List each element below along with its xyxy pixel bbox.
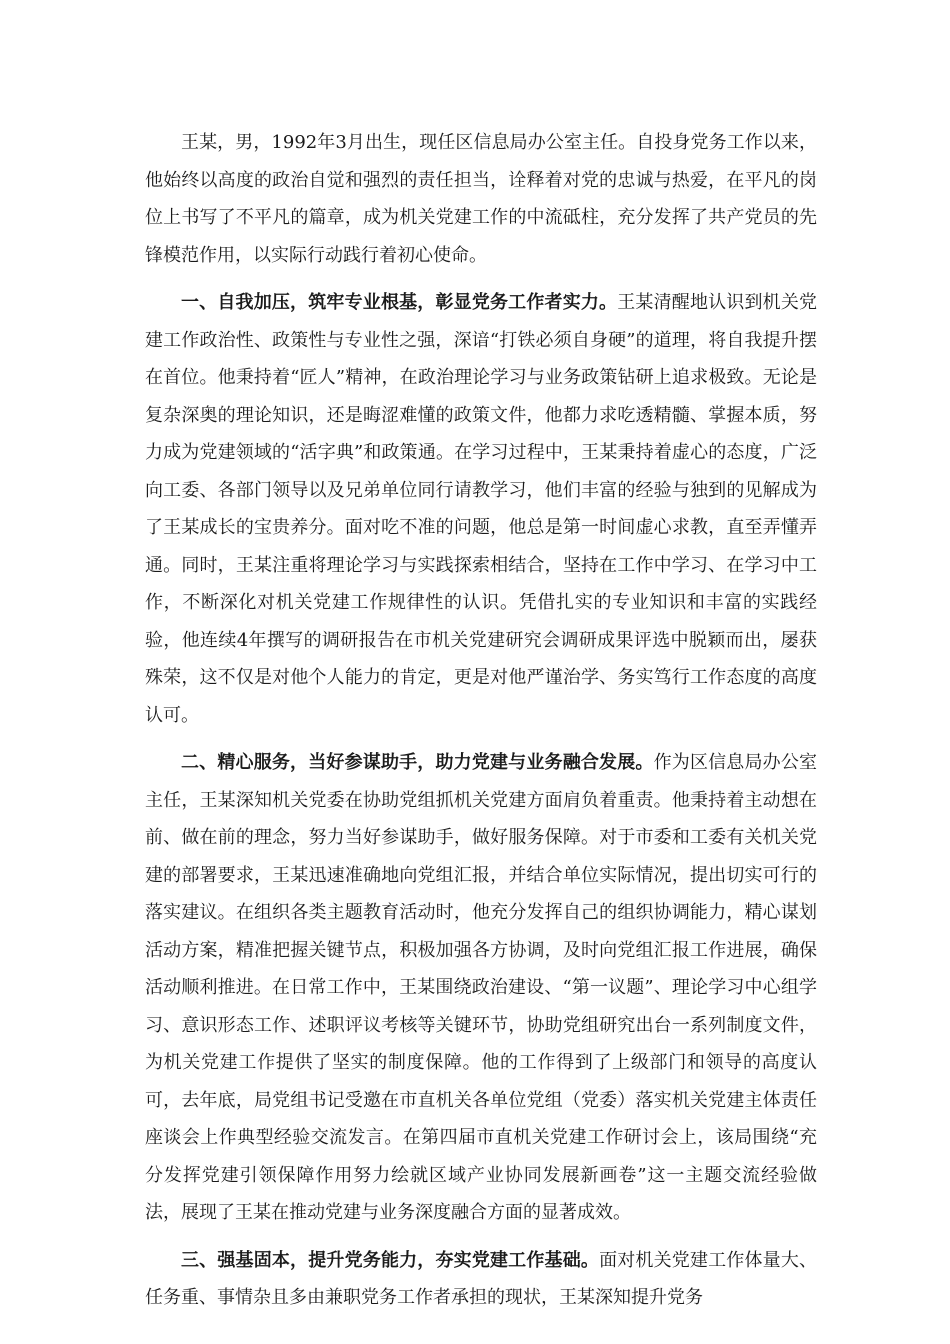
paragraph-section-1 xyxy=(145,284,817,734)
document-body xyxy=(145,124,817,1327)
paragraph-body: 面对机关党建工作体量大、任务重、事情杂且多由兼职党务工作者承担的现状，王某深知提升党务 xyxy=(145,1249,818,1308)
paragraph-body: 王某，男，1992年3月出生，现任区信息局办公室主任。自投身党务工作以来，他始终以高度的政治自觉和强烈的责任担当，诠释着对党的忠诚与热爱，在平凡的岗位上书写了不平凡的篇章，成为机关党建工作的中流砥柱，充分发挥了共产党员的先锋模范作用，以实际行动践行着初心使命。 xyxy=(145,132,817,266)
paragraph-body: 王某清醒地认识到机关党建工作政治性、政策性与专业性之强，深谙“打铁必须自身硬”的道理，将自我提升摆在首位。他秉持着“匠人”精神，在政治理论学习与业务政策钻研上追求极致。无论是复杂深奥的理论知识，还是晦涩难懂的政策文件，他都力求吃透精髓、掌握本质，努力成为党建领域的“活字典”和政策通。在学习过程中，王某秉持着虚心的态度，广泛向工委、各部门领导以及兄弟单位同行请教学习，他们丰富的经验与独到的见解成为了王某成长的宝贵养分。面对吃不准的问题，他总是第一时间虚心求教，直至弄懂弄通。同时，王某注重将理论学习与实践探索相结合，坚持在工作中学习、在学习中工作，不断深化对机关党建工作规律性的认识。凭借扎实的专业知识和丰富的实践经验，他连续4年撰写的调研报告在市机关党建研究会调研成果评选中脱颖而出，屡获殊荣，这不仅是对他个人能力的肯定，更是对他严谨治学、务实笃行工作态度的高度认可。 xyxy=(145,292,817,726)
section-heading: 三、强基固本，提升党务能力，夯实党建工作基础。 xyxy=(181,1249,600,1271)
paragraph-body: 作为区信息局办公室主任，王某深知机关党委在协助党组抓机关党建方面肩负着重责。他秉持着主动想在前、做在前的理念，努力当好参谋助手，做好服务保障。对于市委和工委有关机关党建的部署要求，王某迅速准确地向党组汇报，并结合单位实际情况，提出切实可行的落实建议。在组织各类主题教育活动时，他充分发挥自己的组织协调能力，精心谋划活动方案，精准把握关键节点，积极加强各方协调，及时向党组汇报工作进展，确保活动顺利推进。在日常工作中，王某围绕政治建设、“第一议题”、理论学习中心组学习、意识形态工作、述职评议考核等关键环节，协助党组研究出台一系列制度文件，为机关党建工作提供了坚实的制度保障。他的工作得到了上级部门和领导的高度认可，去年底，局党组书记受邀在市直机关各单位党组（党委）落实机关党建主体责任座谈会上作典型经验交流发言。在第四届市直机关党建工作研讨会上，该局围绕“充分发挥党建引领保障作用努力绘就区域产业协同发展新画卷”这一主题交流经验做法，展现了王某在推动党建与业务深度融合方面的显著成效。 xyxy=(145,752,818,1223)
paragraph-section-2 xyxy=(145,744,817,1232)
paragraph-section-3 xyxy=(145,1242,817,1317)
section-heading: 一、自我加压，筑牢专业根基，彰显党务工作者实力。 xyxy=(181,292,618,313)
section-heading: 二、精心服务，当好参谋助手，助力党建与业务融合发展。 xyxy=(181,752,654,773)
paragraph-intro xyxy=(145,124,817,274)
